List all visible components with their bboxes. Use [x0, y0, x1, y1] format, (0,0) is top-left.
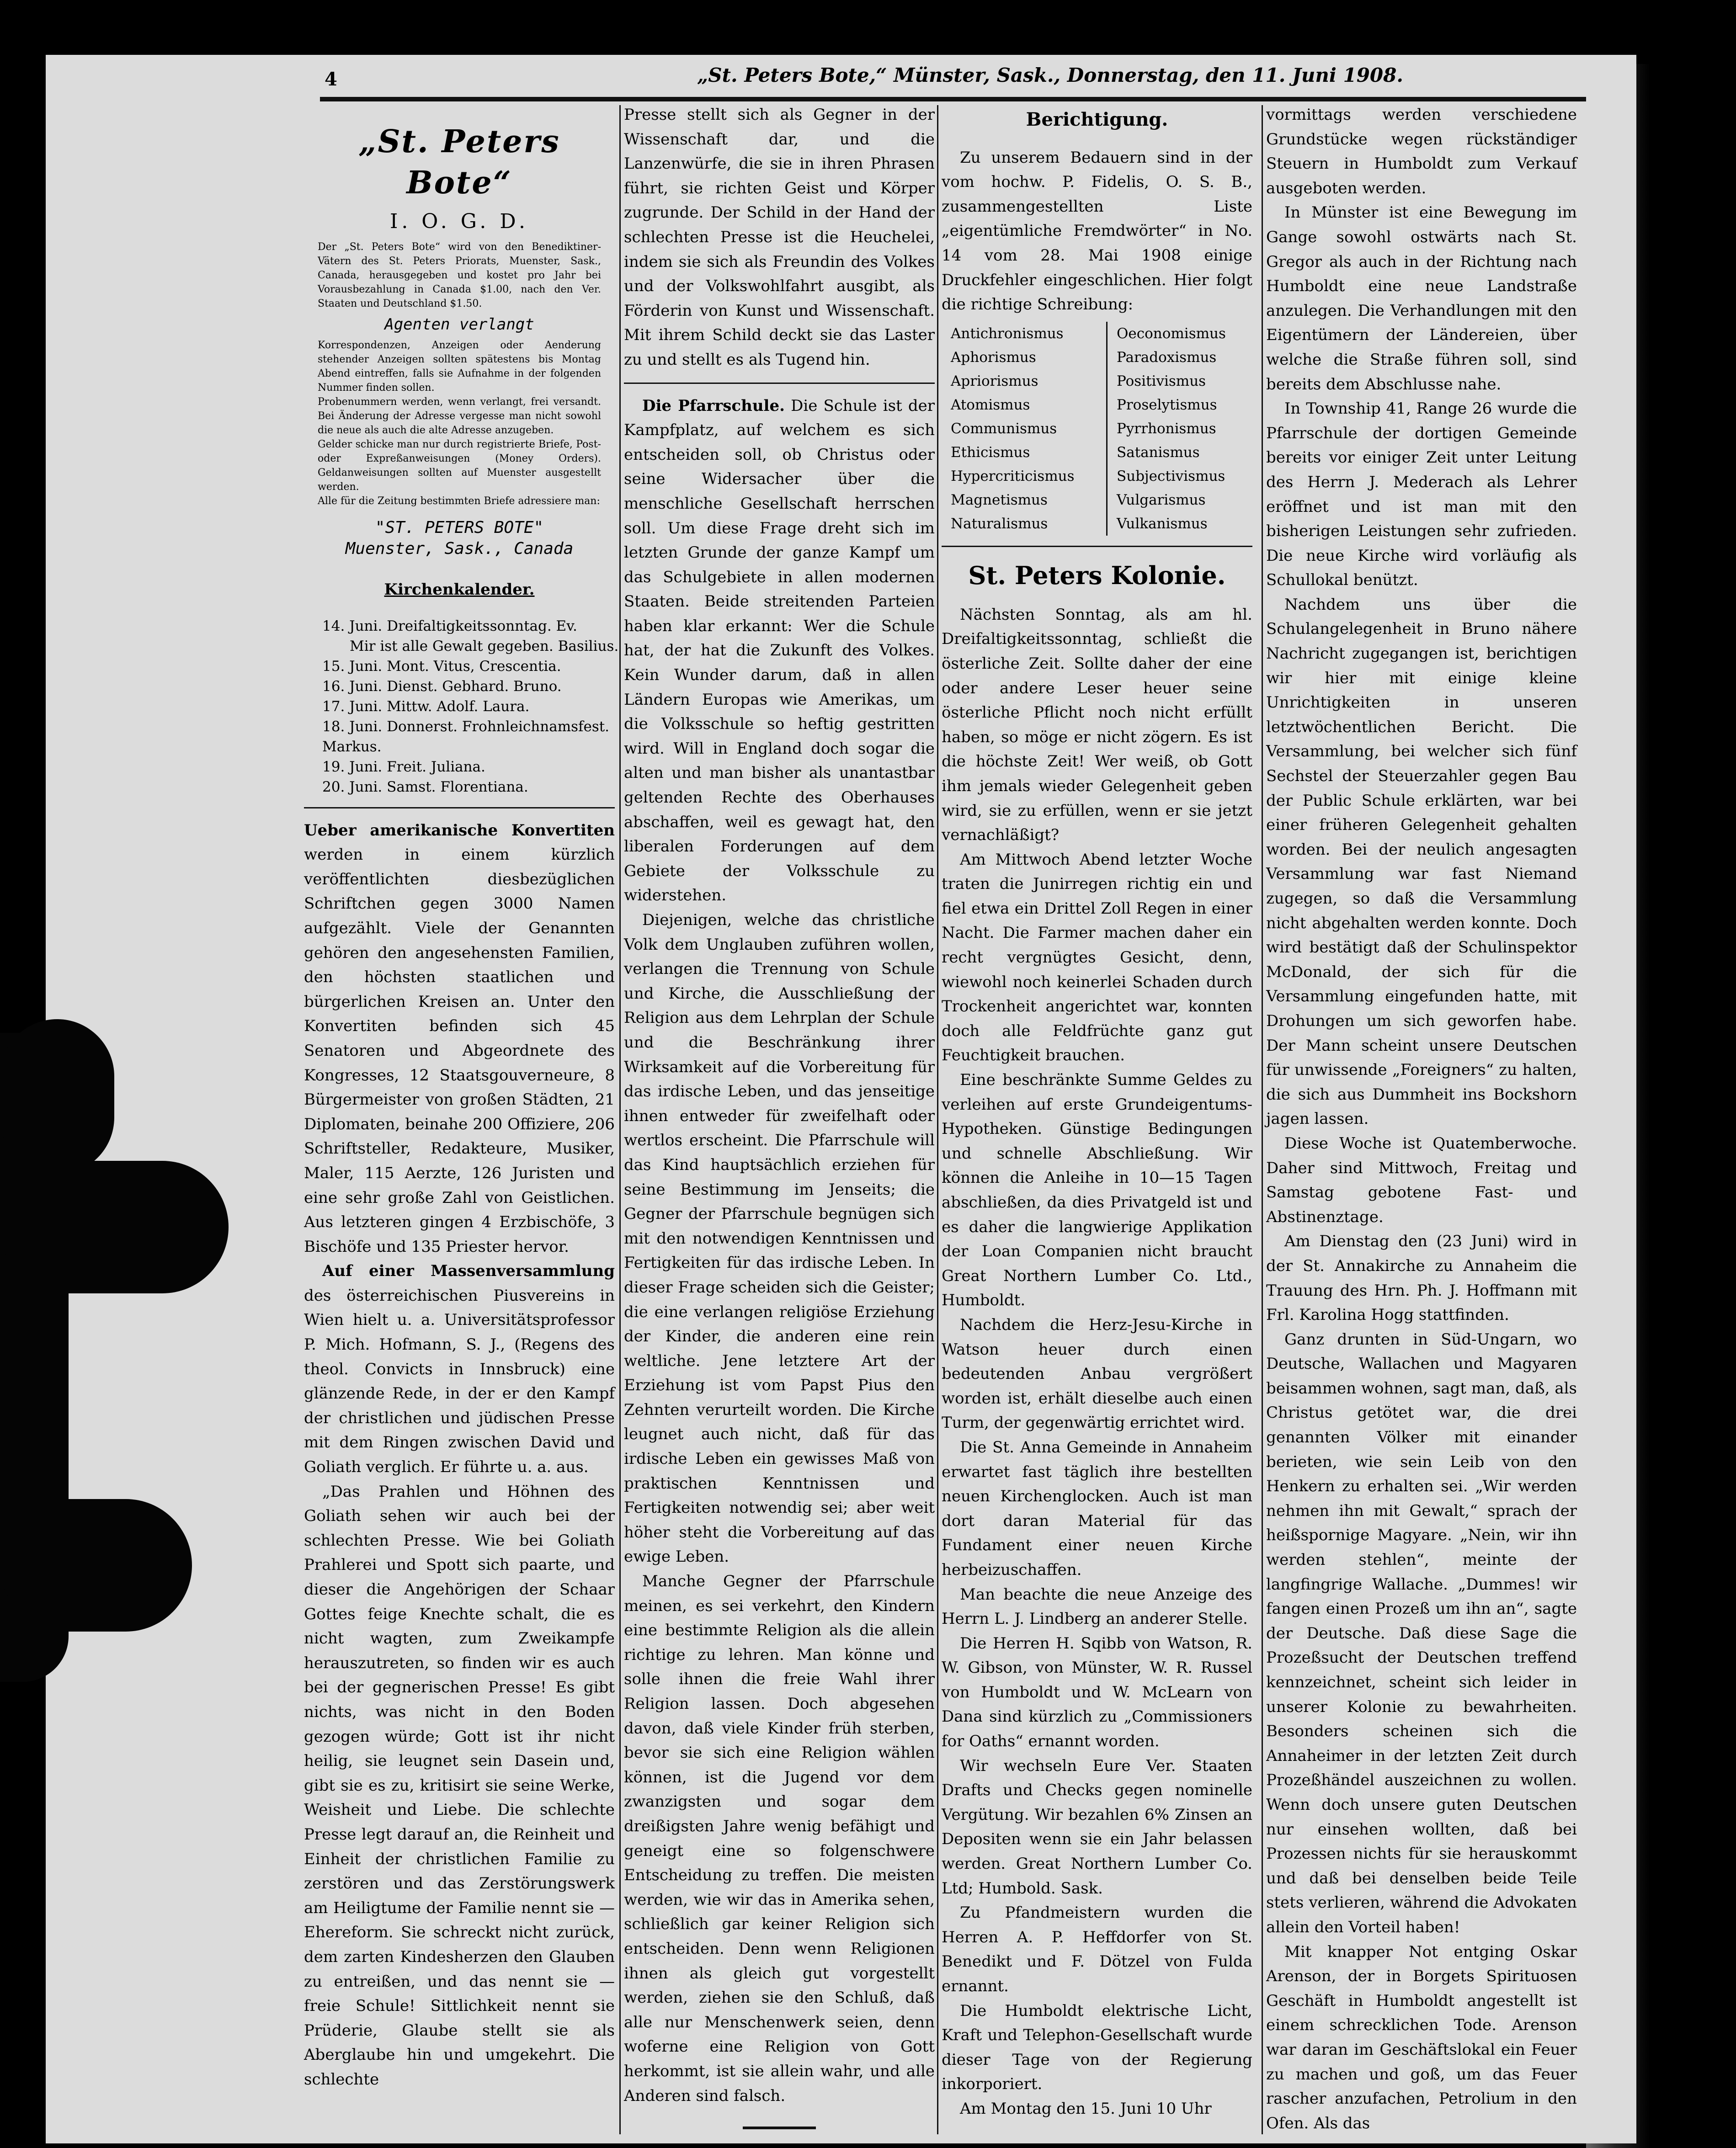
article-text: Die Schule ist der Kampfplatz, auf welchem es sich entscheiden soll, ob Christus oder seine Widersacher über die menschliche Gesellschaft herrschen soll. Um diese Frage dreht sich im letzten Grunde der ganze Kampf um das Schulgebiete in allen modernen Staaten. Beide streitenden Parteien haben klar erkannt: Wer die Schule hat, der hat die Zukunft des Volkes. Kein Wunder darum, daß in allen Ländern Europas wie Amerikas, um die Volksschule so heftig gestritten wird. Will in England doch sogar die alten und man bisher als unantastbar geltenden Rechte des Oberhauses abschaffen, weil es gewagt hat, den liberalen Forderungen auf dem Gebiete der Volksschule zu widerstehen.: [624, 396, 935, 905]
masthead: „St. Peters Bote,“ Münster, Sask., Donnerstag, den 11. Juni 1908.: [697, 64, 1403, 86]
article-lead: Auf einer Massenversammlung: [322, 1262, 615, 1281]
notice: Probenummern werden, wenn verlangt, frei versandt. Bei Änderung der Adresse vergesse man nicht sowohl die neue als auch die alte Adresse anzugeben.: [318, 396, 601, 436]
article-paragraph: Nachdem die Herz-Jesu-Kirche in Watson heuer durch einen bedeutenden Anbau vergrößert worden ist, erhält dieselbe auch einen Turm, der gegenwärtig errichtet wird.: [942, 1315, 1252, 1432]
section-rule: [304, 807, 615, 808]
article-paragraph: Nächsten Sonntag, als am hl. Dreifaltigkeitssonntag, schließt die österliche Zeit. Sollte daher der eine oder andere Leser heuer seine österliche Pflicht noch nicht erfüllt haben, so möge er nicht zögern. Es ist die höchste Zeit! Wer weiß, ob Gott ihm jemals wieder Gelegenheit geben wird, sie zu erfüllen, wenn er sie jetzt vernachläßigt?: [942, 605, 1252, 845]
calendar-entry: 17. Juni. Mittw. Adolf. Laura.: [322, 698, 530, 715]
word-item: Communismus: [951, 420, 1057, 437]
notice: Alle für die Zeitung bestimmten Briefe adressiere man:: [318, 495, 600, 507]
article-paragraph: Zu unserem Bedauern sind in der vom hochw. P. Fidelis, O. S. B., zusammengestellten Liste „eigentümliche Fremdwörter“ in No. 14 vom 28. Mai 1908 einige Druckfehler eingeschlichen. Hier folgt die richtige Schreibung:: [942, 148, 1252, 314]
masthead-box: [304, 121, 615, 559]
article-paragraph: Am Dienstag den (23 Juni) wird in der St. Annakirche zu Annaheim die Trauung des Hrn. Ph. J. Hoffmann mit Frl. Karolina Hogg stattfinden.: [1266, 1232, 1577, 1324]
word-item: Pyrrhonismus: [1117, 420, 1216, 437]
article-paragraph: [304, 819, 615, 1260]
article-paragraph: Am Mittwoch Abend letzter Woche traten die Junirregen richtig ein und fiel etwa ein Drittel Zoll Regen in einer Nacht. Die Farmer machen daher ein recht vergnügtes Gesicht, denn, wiewohl noch keinerlei Schaden durch Trockenheit angerichtet war, konnten doch alle Feldfrüchte ganz gut Feuchtigkeit brauchen.: [942, 850, 1252, 1065]
column-4: [1266, 103, 1577, 2136]
word-item: Ethicismus: [951, 444, 1030, 461]
word-item: Oeconomismus: [1117, 325, 1226, 342]
word-item: Proselytismus: [1117, 396, 1217, 413]
section-rule: [942, 546, 1252, 547]
end-rule: [743, 2127, 816, 2129]
calendar-entry: Markus.: [322, 738, 382, 755]
calendar-entry: 14. Juni. Dreifaltigkeitssonntag. Ev.: [322, 617, 577, 634]
word-list: [951, 322, 1243, 536]
column-1: [304, 103, 619, 2092]
article-lead: Ueber amerikanische Konvertiten: [304, 821, 615, 840]
article-paragraph: In Münster ist eine Bewegung im Gange sowohl ostwärts nach St. Gregor als auch in der Richtung nach Humboldt eine neue Landstraße anzulegen. Die Verhandlungen mit den Eigentümern der Ländereien, über welche die Straße führen soll, sind bereits dem Abschlusse nahe.: [1266, 203, 1577, 393]
word-item: Subjectivismus: [1117, 468, 1225, 484]
finger-photo-artifact: [0, 1499, 192, 1632]
agents-notice: Agenten verlangt: [384, 315, 534, 334]
article-paragraph: Nachdem uns über die Schulangelegenheit in Bruno nähere Nachricht zugegangen ist, berichtigen wir hier mit einige kleine Unrichtigkeiten in unseren letztwöchentlichen Bericht. Die Versammlung, bei welcher sich fünf Sechstel der Steuerzahler gegen Bau der Public Schule erklärten, war bei einer früheren Gelegenheit gehalten worden. Bei der neulich angesagten Versammlung war fast Niemand zugegen, so daß die Versammlung nicht abgehalten werden konnte. Doch wird bestätigt daß der Schulinspektor McDonald, der sich für die Versammlung eingefunden hatte, mit Drohungen um sich geworfen habe. Der Mann scheint unsere Deutschen für unwissende „Foreigners“ zu halten, die sich aus Dummheit ins Bockshorn jagen lassen.: [1266, 595, 1577, 1128]
article-paragraph: Am Montag den 15. Juni 10 Uhr: [960, 2099, 1212, 2118]
word-item: Atomismus: [951, 396, 1030, 413]
word-item: Vulkanismus: [1117, 515, 1208, 532]
paper-title: „St. Peters Bote“: [358, 123, 560, 201]
calendar-entry: 18. Juni. Donnerst. Frohnleichnamsfest.: [322, 718, 610, 735]
calendar-entry: 19. Juni. Freit. Juliana.: [322, 758, 485, 775]
word-item: Paradoxismus: [1117, 349, 1217, 366]
church-calendar: [322, 616, 619, 797]
article-text: werden in einem kürzlich veröffentlichten diesbezüglichen Schriftchen gegen 3000 Namen aufgezählt. Viele der Genannten gehören den angesehensten Familien, den höchsten staatlichen und bürgerlichen Kreisen an. Unter den Konvertiten befinden sich 45 Senatoren und Abgeordnete des Kongresses, 12 Staatsgouverneure, 8 Bürgermeister von großen Städten, 21 Diplomaten, beinahe 200 Offiziere, 206 Schriftsteller, Redakteure, Musiker, Maler, 115 Aerzte, 126 Juristen und eine sehr große Zahl von Geistlichen. Aus letzteren gingen 4 Erzbischöfe, 3 Bischöfe und 135 Priester hervor.: [304, 845, 615, 1256]
finger-photo-artifact: [0, 1161, 229, 1293]
column-divider: [619, 105, 621, 2134]
column-divider: [937, 105, 938, 2134]
word-item: Aphorismus: [951, 349, 1036, 366]
section-rule: [624, 383, 935, 384]
article-paragraph: Die St. Anna Gemeinde in Annaheim erwartet fast täglich ihre bestellten neuen Kirchenglocken. Auch ist man dort daran Material für das Fundament einer neuen Kirche herbeizuschaffen.: [942, 1438, 1252, 1579]
word-item: Apriorismus: [951, 372, 1038, 389]
column-3: [942, 103, 1252, 2121]
article-paragraph: Diese Woche ist Quatemberwoche. Daher sind Mittwoch, Freitag und Samstag gebotene Fast- und Abstinenztage.: [1266, 1134, 1577, 1226]
article-paragraph: Zu Pfandmeistern wurden die Herren A. P. Heffdorfer von St. Benedikt und F. Dötzel von Fulda ernannt.: [942, 1903, 1252, 1995]
article-paragraph: Presse stellt sich als Gegner in der Wissenschaft dar, und die Lanzenwürfe, die sie in ihren Phrasen führt, sie richten Geist und Körper zugrunde. Der Schild in der Hand der schlechten Presse ist die Heuchelei, indem sie sich als Freundin des Volkes und der Volkswohlfahrt ausgibt, als Förderin von Kunst und Wissenschaft. Mit ihrem Schild deckt sie das Laster zu und stellt es als Tugend hin.: [624, 106, 935, 369]
article-paragraph: [624, 394, 935, 908]
article-paragraph: Manche Gegner der Pfarrschule meinen, es sei verkehrt, den Kindern eine bestimmte Religion als die allein richtige zu lehren. Man könne und solle ihnen die freie Wahl ihrer Religion lassen. Doch abgesehen davon, daß viele Kinder früh sterben, bevor sie sich eine Religion wählen können, ist die Jugend vor dem zwanzigsten und sogar dem dreißigsten Jahre wenig befähigt und geneigt eine so folgenschwere Entscheidung zu treffen. Die meisten werden, wie wir das in Amerika sehen, schließlich gar keiner Religion sich entscheiden. Denn wenn Religionen ihnen als gleich gut vorgestellt werden, ziehen sie den Schluß, daß alle nur Menschenwerk seien, denn woferne eine Religion von Gott herkommt, ist sie allein wahr, und alle Anderen sind falsch.: [624, 1572, 935, 2105]
word-item: Antichronismus: [951, 325, 1064, 342]
paper-motto: I. O. G. D.: [389, 210, 529, 233]
word-list-left: [951, 322, 1088, 536]
article-paragraph: vormittags werden verschiedene Grundstücke wegen rückständiger Steuern in Humboldt zum Verkauf ausgeboten werden.: [1266, 106, 1577, 197]
column-divider: [1262, 105, 1263, 2134]
article-paragraph: Ganz drunten in Süd-Ungarn, wo Deutsche, Wallachen und Magyaren beisammen wohnen, sagt man, daß, als Christus getötet war, die drei genannten Völker mit einander berieten, wie sein Leib von den Henkern zu erhalten sei. „Wir werden nehmen ihn mit Gewalt,“ sprach der heißspornige Magyare. „Nein, wir ihn werden stehlen“, meinte der langfingrige Wallache. „Dummes! wir fangen einen Prozeß um ihn an“, sagte der Deutsche. Daß diese Sage die Prozeßsucht der Deutschen treffend kennzeichnet, scheint sich leider in unserer Kolonie zu bewahrheiten. Besonders scheinen sich die Annaheimer in der letzten Zeit durch Prozeßhändel auszeichnen zu wollen. Wenn doch unsere guten Deutschen nur einsehen wollten, daß bei Prozessen nichts für sie herauskommt und daß bei denselben beide Teile stets verlieren, während die Advokaten allein den Vorteil haben!: [1266, 1330, 1577, 1936]
calendar-entry: 20. Juni. Samst. Florentiana.: [322, 778, 528, 795]
calendar-entry: 16. Juni. Dienst. Gebhard. Bruno.: [322, 678, 562, 695]
word-item: Hypercriticismus: [951, 468, 1075, 484]
calendar-heading: Kirchenkalender.: [384, 580, 535, 599]
section-heading: Berichtigung.: [1026, 109, 1168, 130]
word-item: Satanismus: [1117, 444, 1200, 461]
article-paragraph: Mit knapper Not entging Oskar Arenson, der in Borgets Spirituosen Geschäft in Humboldt angestellt ist einem schrecklichen Tode. Arenson war daran im Geschäftslokal ein Feuer zu machen und goß, um das Feuer rascher anzufachen, Petrolium in den Ofen. Als das: [1266, 1942, 1577, 2132]
header-rule: [320, 97, 1586, 101]
article-paragraph: Eine beschränkte Summe Geldes zu verleihen auf erste Grundeigentums-Hypotheken. Günstige Bedingungen und schnelle Abschließung. Wir können die Anleihe in 10—15 Tagen abschließen, da dies Privatgeld ist und es daher die langwierige Applikation der Loan Companien nicht braucht Great Northern Lumber Co. Ltd., Humboldt.: [942, 1071, 1252, 1310]
column-2: [624, 103, 935, 2148]
word-item: Vulgarismus: [1117, 491, 1206, 508]
word-item: Positivismus: [1117, 372, 1206, 389]
article-paragraph: Die Humboldt elektrische Licht, Kraft und Telephon-Gesellschaft wurde dieser Tage von der Regierung inkorporiert.: [942, 2001, 1252, 2094]
subscription-info: Der „St. Peters Bote“ wird von den Benediktiner-Vätern des St. Peters Priorats, Muenster, Sask., Canada, herausgegeben und kostet pro Jahr bei Vorausbezahlung in Canada $1.00, nach den Ver. Staaten und Deutschland $1.50.: [318, 241, 601, 309]
article-paragraph: Wir wechseln Eure Ver. Staaten Drafts und Checks gegen nominelle Vergütung. Wir bezahlen 6% Zinsen an Depositen wenn sie ein Jahr belassen werden. Great Northern Lumber Co. Ltd; Humbold. Sask.: [942, 1756, 1252, 1898]
address-line: "ST. PETERS BOTE": [375, 518, 544, 537]
address-line: Muenster, Sask., Canada: [345, 539, 574, 558]
article-text: des österreichischen Piusvereins in Wien hielt u. a. Universitätsprofessor P. Mich. Hofmann, S. J., (Regens des theol. Convicts in Innsbruck) eine glänzende Rede, in der er den Kampf der christlichen und jüdischen Presse mit dem Ringen zwischen David und Goliath verglich. Er führte u. a. aus.: [304, 1286, 615, 1477]
word-list-right: [1106, 322, 1243, 536]
section-heading: St. Peters Kolonie.: [968, 560, 1226, 590]
word-item: Magnetismus: [951, 491, 1048, 508]
finger-photo-artifact: [0, 1019, 114, 1175]
article-paragraph: Die Herren H. Sqibb von Watson, R. W. Gibson, von Münster, W. R. Russel von Humboldt und W. McLearn von Dana sind kürzlich zu „Commissioners for Oaths“ ernannt worden.: [942, 1634, 1252, 1751]
notice: Gelder schicke man nur durch registrierte Briefe, Post- oder Expreßanweisungen (Money Orders). Geldanweisungen sollten auf Muenster ausgestellt werden.: [318, 439, 601, 493]
notice: Korrespondenzen, Anzeigen oder Aenderung stehender Anzeigen sollten spätestens bis Montag Abend eintreffen, falls sie Aufnahme in der folgenden Nummer finden sollen.: [318, 340, 601, 393]
article-paragraph: Man beachte die neue Anzeige des Herrn L. J. Lindberg an anderer Stelle.: [942, 1585, 1252, 1628]
word-item: Naturalismus: [951, 515, 1048, 532]
article-paragraph: [304, 1259, 615, 1479]
article-paragraph: In Township 41, Range 26 wurde die Pfarrschule der dortigen Gemeinde bereits vor einiger Zeit unter Leitung des Herrn J. Mederach als Lehrer eröffnet und ist man mit den bisherigen Leistungen sehr zufrieden. Die neue Kirche wird vorläufig als Schullokal benützt.: [1266, 399, 1577, 590]
page-number: 4: [325, 69, 337, 90]
article-paragraph: „Das Prahlen und Höhnen des Goliath sehen wir auch bei der schlechten Presse. Wie bei Goliath Prahlerei und Spott sich paarte, und dieser die Angehörigen der Schaar Gottes feige Knechte schalt, die es nicht wagten, zum Zweikampfe herauszutreten, so finden wir es auch bei der gegnerischen Presse! Es gibt nichts, was nicht in den Boden gezogen würde; Gott ist ihr nicht heilig, sie leugnet sein Dasein und, gibt sie es zu, kritisirt sie seine Werke, Weisheit und Liebe. Die schlechte Presse legt darauf an, die Reinheit und Einheit der christlichen Familie zu zerstören und das Zerstörungswerk am Heiligtume der Familie nennt sie — Ehereform. Sie schreckt nicht zurück, dem zarten Kindesherzen den Glauben zu entreißen, und das nennt sie — freie Schule! Sittlichkeit nennt sie Prüderie, Glaube stellt sie als Aberglaube hin und umgekehrt. Die schlechte: [304, 1482, 615, 2089]
calendar-entry: 15. Juni. Mont. Vitus, Crescentia.: [322, 658, 561, 675]
article-lead: Die Pfarrschule.: [642, 396, 785, 415]
calendar-entry: Mir ist alle Gewalt gegeben. Basilius.: [350, 638, 619, 654]
article-paragraph: Diejenigen, welche das christliche Volk dem Unglauben zuführen wollen, verlangen die Trennung von Schule und Kirche, die Ausschließung der Religion aus dem Lehrplan der Schule und die Beschränkung ihrer Wirksamkeit auf die Vorbereitung für das irdische Leben, und das jenseitige ihnen entweder für zweifelhaft oder wertlos erscheint. Die Pfarrschule will das Kind hauptsächlich erziehen für seine Bestimmung im Jenseits; die Gegner der Pfarrschule begnügen sich mit den notwendigen Kenntnissen und Fertigkeiten für das irdische Leben. In dieser Frage scheiden sich die Geister; die eine verlangen religiöse Erziehung der Kinder, die anderen eine rein weltliche. Jene letztere Art der Erziehung ist vom Papst Pius den Zehnten verurteilt worden. Die Kirche leugnet auch nicht, daß für das irdische Leben ein gewisses Maß von praktischen Kenntnissen und Fertigkeiten notwendig sei; aber weit höher steht die Vorbereitung auf das ewige Leben.: [624, 911, 935, 1566]
